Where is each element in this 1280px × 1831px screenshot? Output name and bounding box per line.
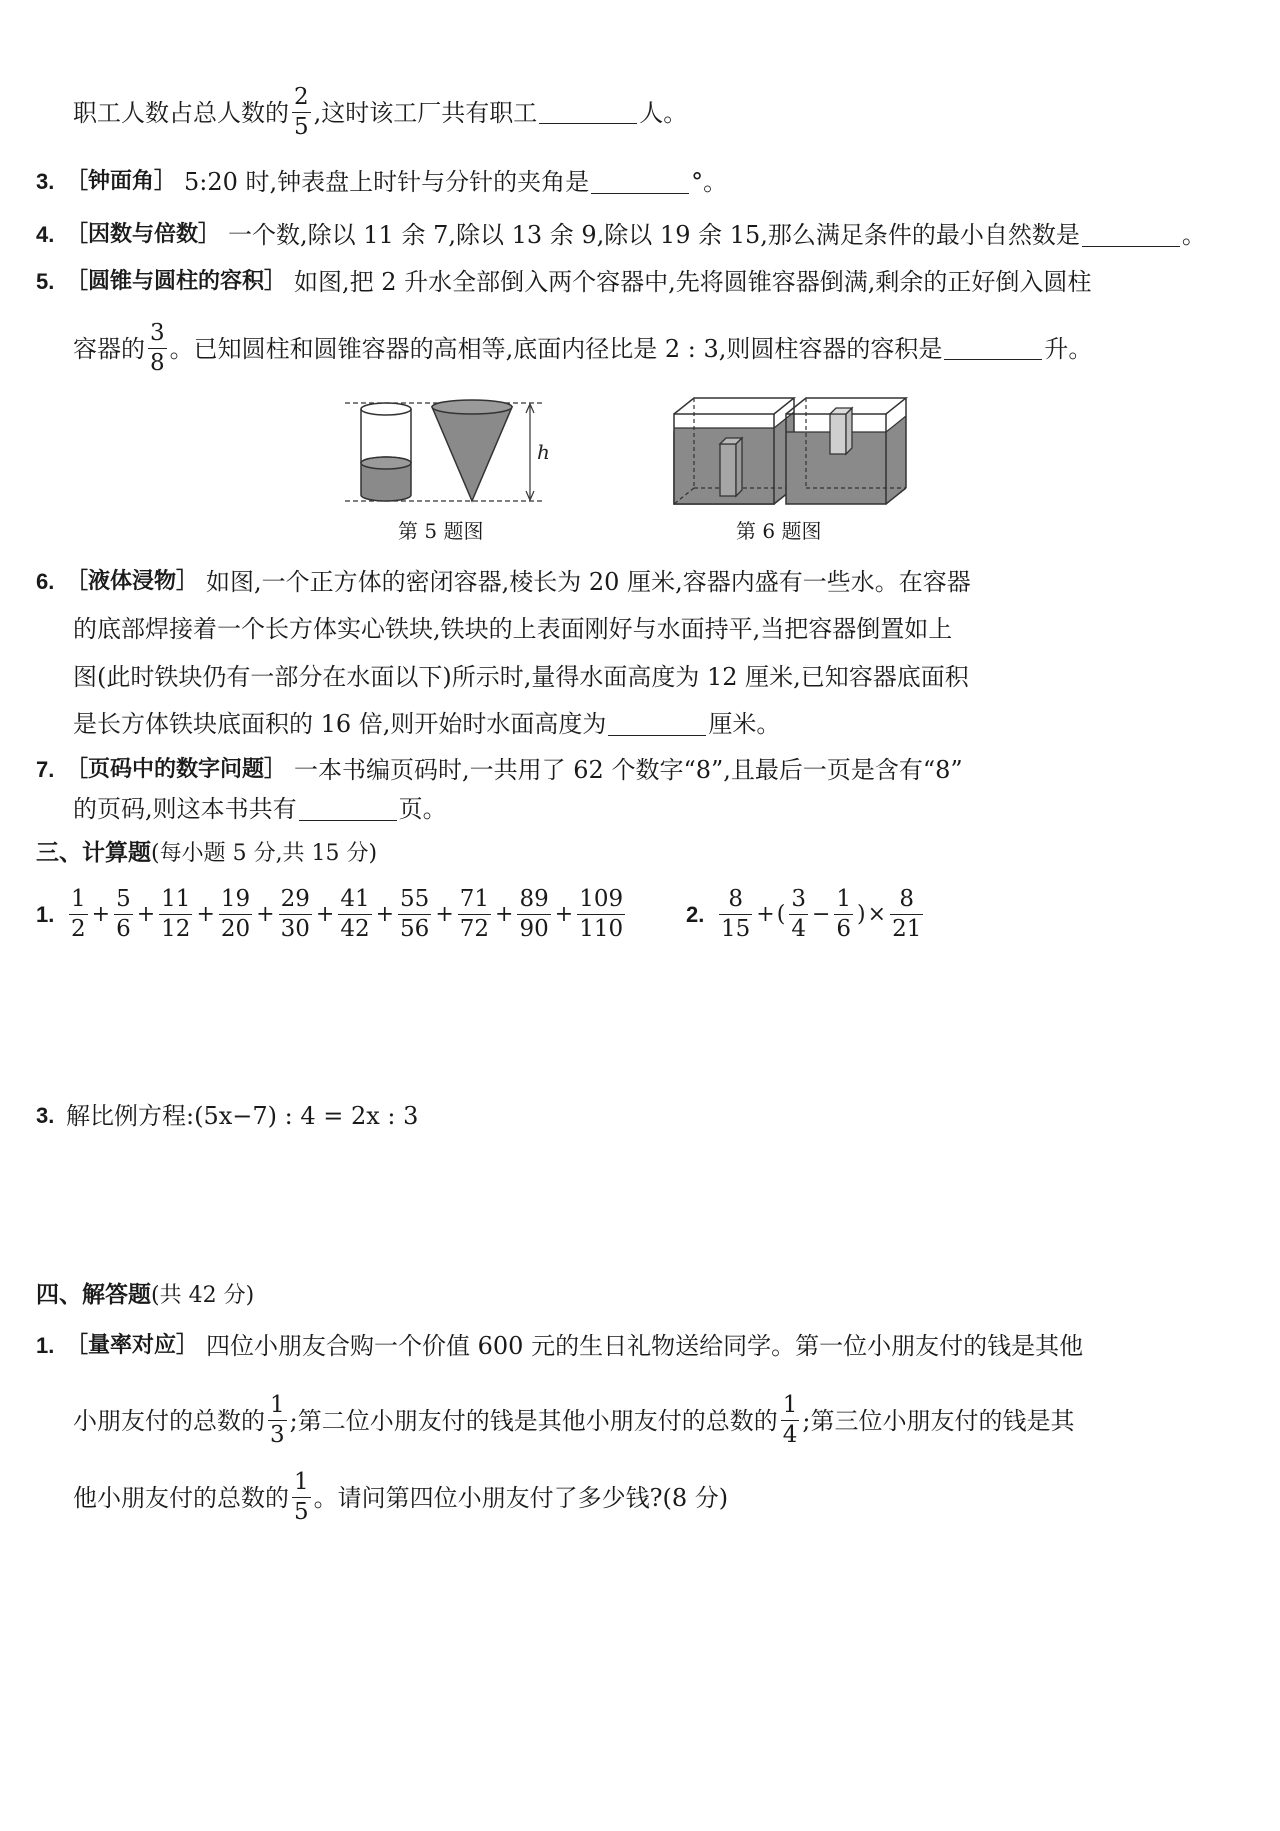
fraction: $\frac{55}{56}$	[400, 886, 430, 942]
answer-blank[interactable]	[944, 337, 1042, 360]
plus-operator: +	[196, 901, 215, 927]
question-tag: ［页码中的数字问题］	[66, 757, 287, 782]
fraction: $\frac{1}{4}$	[782, 1392, 798, 1448]
fraction: $\frac{2}{5}$	[294, 84, 309, 140]
question-text: 。已知圆柱和圆锥容器的高相等,底面内径比是 2 : 3,则圆柱容器的容积是	[169, 334, 943, 363]
section-title: 四、解答题	[36, 1282, 151, 1308]
figure-5-caption: 第 5 题图	[398, 519, 484, 543]
question-6-line-3: 图(此时铁块仍有一部分在水面以下)所示时,量得水面高度为 12 厘米,已知容器底面积	[73, 663, 969, 691]
figure-5-cylinder-cone	[345, 397, 575, 507]
question-number: 3.	[36, 1103, 55, 1128]
question-text: 解比例方程:(5x−7) : 4 = 2x : 3	[66, 1102, 419, 1130]
fraction: $\frac{89}{90}$	[519, 886, 549, 942]
question-number: 5.	[36, 269, 55, 294]
question-text: 如图,一个正方体的密闭容器,棱长为 20 厘米,容器内盛有一些水。在容器	[206, 568, 971, 596]
question-text: 5:20 时,钟表盘上时针与分针的夹角是	[184, 168, 590, 196]
fraction: $\frac{1}{5}$	[294, 1469, 309, 1525]
fraction: $\frac{1}{6}$	[836, 886, 852, 942]
answer-question-1-line-3: 他小朋友付的总数的 $\frac{1}{5}$ 。请问第四位小朋友付了多少钱?(8 分)	[73, 1469, 729, 1525]
calc-problem-3	[36, 1104, 418, 1128]
fraction: $\frac{8}{15}$	[721, 886, 751, 942]
answer-blank[interactable]	[539, 101, 637, 124]
question-tag: ［液体浸物］	[66, 569, 199, 594]
fraction: $\frac{1}{3}$	[270, 1392, 285, 1448]
fraction: $\frac{29}{30}$	[280, 886, 310, 942]
figure-6-cubes	[672, 392, 912, 512]
question-7-line-1	[36, 758, 963, 782]
figure-6-caption: 第 6 题图	[736, 519, 822, 543]
plus-operator: +	[256, 901, 275, 927]
plus-operator: +	[315, 901, 335, 927]
calc-problem-1	[36, 888, 628, 941]
question-text: 如图,把 2 升水全部倒入两个容器中,先将圆锥容器倒满,剩余的正好倒入圆柱	[294, 268, 1092, 296]
fraction: $\frac{5}{6}$	[116, 886, 131, 942]
question-number: 1.	[36, 1333, 55, 1358]
question-number: 6.	[36, 569, 55, 594]
fraction: $\frac{3}{4}$	[791, 886, 806, 942]
fraction: $\frac{71}{72}$	[459, 886, 490, 942]
section-note: (每小题 5 分,共 15 分)	[151, 840, 378, 866]
answer-blank[interactable]	[1082, 224, 1180, 247]
answer-blank[interactable]	[591, 171, 689, 194]
question-number: 3.	[36, 169, 55, 194]
question-number: 7.	[36, 757, 55, 782]
question-5-line-1	[36, 270, 1091, 294]
fraction: $\frac{109}{110}$	[579, 886, 624, 942]
fraction: $\frac{41}{42}$	[340, 886, 370, 942]
answer-blank[interactable]	[299, 798, 397, 821]
fraction: $\frac{11}{12}$	[161, 886, 191, 942]
answer-question-1-line-1	[36, 1334, 1083, 1358]
question-number: 1.	[36, 901, 55, 927]
intro-text-2: ,这时该工厂共有职工	[313, 98, 538, 127]
question-tag: ［圆锥与圆柱的容积］	[66, 269, 287, 294]
answer-question-1-line-2: 小朋友付的总数的 $\frac{1}{3}$ ;第二位小朋友付的钱是其他小朋友付的总数的 $\frac{1}{4}$ ;第三位小朋友付的钱是其	[73, 1392, 1075, 1448]
answer-blank[interactable]	[608, 713, 706, 736]
question-6-line-4: 是长方体铁块底面积的 16 倍,则开始时水面高度为 厘米。	[73, 710, 781, 738]
question-tag: ［钟面角］	[66, 169, 177, 194]
calc-problem-2: 2. $\frac{8}{15}$ + ( $\frac{3}{4}$ − $\frac{1}{6}$ ) × $\frac{8}{21}$	[686, 886, 922, 942]
question-tag: ［因数与倍数］	[66, 222, 221, 247]
plus-operator: +	[495, 901, 514, 927]
plus-operator: +	[554, 901, 574, 927]
section-title: 三、计算题	[36, 840, 151, 866]
question-text: 一个数,除以 11 余 7,除以 13 余 9,除以 19 余 15,那么满足条件的最小自然数是	[228, 221, 1080, 249]
question-tag: ［量率对应］	[66, 1333, 199, 1358]
plus-operator: +	[136, 901, 156, 927]
question-text: 一本书编页码时,一共用了 62 个数字“8”,且最后一页是含有“8”	[294, 756, 963, 784]
height-label: h	[537, 440, 550, 464]
question-number: 2.	[686, 901, 705, 927]
question-7-line-2: 的页码,则这本书共有 页。	[73, 795, 447, 823]
fraction: $\frac{1}{2}$	[71, 886, 86, 942]
question-4: 4. ［因数与倍数］ 一个数,除以 11 余 7,除以 13 余 9,除以 19 余 15,那么满足条件的最小自然数是 。	[36, 221, 1206, 249]
section-note: (共 42 分)	[151, 1282, 255, 1308]
question-3: 3. ［钟面角］ 5:20 时,钟表盘上时针与分针的夹角是 °。	[36, 168, 728, 196]
plus-operator: +	[91, 901, 111, 927]
question-5-line-2: 容器的 $\frac{3}{8}$ 。已知圆柱和圆锥容器的高相等,底面内径比是 2 : 3,则圆柱容器的容积是 升。	[73, 320, 1093, 376]
calc-1-expression	[66, 888, 628, 941]
fraction: $\frac{3}{8}$	[150, 320, 165, 376]
intro-line: 职工人数占总人数的 $\frac{2}{5}$ ,这时该工厂共有职工 人。	[73, 84, 688, 140]
question-number: 4.	[36, 222, 55, 247]
fraction: $\frac{8}{21}$	[892, 886, 922, 942]
plus-operator: +	[435, 901, 454, 927]
plus-operator: +	[375, 901, 395, 927]
question-text: 四位小朋友合购一个价值 600 元的生日礼物送给同学。第一位小朋友付的钱是其他	[206, 1332, 1084, 1360]
section-4-heading	[36, 1284, 254, 1307]
intro-text: 职工人数占总人数的	[73, 98, 289, 127]
fraction: $\frac{19}{20}$	[220, 886, 251, 942]
question-6-line-2: 的底部焊接着一个长方体实心铁块,铁块的上表面刚好与水面持平,当把容器倒置如上	[73, 615, 953, 643]
section-3-heading	[36, 842, 377, 865]
question-6-line-1	[36, 570, 971, 594]
